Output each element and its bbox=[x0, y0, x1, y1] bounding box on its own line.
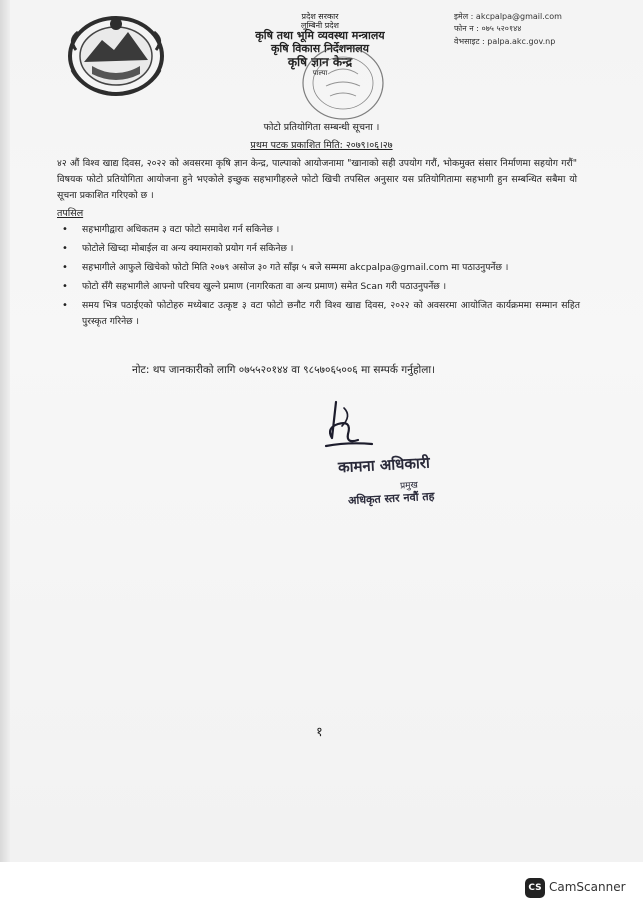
contact-email: इमेल : akcpalpa@gmail.com bbox=[454, 12, 562, 21]
signatory-role: प्रमुख bbox=[399, 480, 419, 492]
page-number: १ bbox=[316, 725, 323, 740]
list-item: • सहभागीद्वारा अधिकतम ३ वटा फोटो समावेश गर्न सकिनेछ । bbox=[60, 222, 580, 238]
contact-website: वेभसाइट : palpa.akc.gov.np bbox=[454, 36, 556, 46]
conditions-list bbox=[60, 222, 580, 333]
list-item: • फोटोले खिच्दा मोबाईल वा अन्य क्यामराको प्रयोग गर्न सकिनेछ । bbox=[60, 241, 580, 257]
signatory-name: कामना अधिकारी bbox=[337, 453, 431, 477]
notice-title: फोटो प्रतियोगिता सम्बन्धी सूचना । bbox=[263, 122, 380, 133]
contact-info bbox=[454, 11, 562, 48]
notice-publish-date: प्रथम पटक प्रकाशित मिति: २०७९।०६।२७ bbox=[250, 140, 393, 151]
list-item: • सहभागीले आफुले खिचेको फोटो मिति २०७९ असोज ३० गते साँझ ५ बजे सम्ममा akcpalpa@gmail.com मा पठाउनुपर्नेछ । bbox=[60, 260, 580, 276]
header-office: कृषि ज्ञान केन्द्र bbox=[287, 54, 353, 69]
nepal-emblem-logo bbox=[62, 10, 170, 98]
office-stamp bbox=[300, 44, 386, 122]
list-item: • समय भित्र पठाईएको फोटोहरु मध्येबाट उत्कृष्ट ३ वटा फोटो छनौट गरी विश्व खाद्य दिवस, २०२२ को अवसरमा आयोजित कार्यक्रममा सम्मान सहित पुरस्कृत गरिनेछ । bbox=[60, 298, 580, 330]
header-province-name: लुम्बिनी प्रदेश bbox=[301, 21, 339, 31]
notice-body: ४२ औं विश्व खाद्य दिवस, २०२२ को अवसरमा कृषि ज्ञान केन्द्र, पाल्पाको आयोजनामा "खानाको सही उपयोग गरौं, भोकमुक्त संसार निर्माणमा सहयोग गरौं" विषयक फोटो प्रतियोगिता आयोजना हुने भएकोले इच्छुक सहभागीहरुले फोटो खिची तपसिल अनुसार यस प्रतियोगितामा सहभागी हुन सम्बन्धित सबैमा यो सूचना प्रकाशित गरिएको छ । bbox=[57, 158, 577, 201]
header-ministry: कृषि तथा भूमि व्यवस्था मन्त्रालय bbox=[255, 29, 385, 43]
contact-note: नोट: थप जानकारीको लागि ०७५५२०१४४ वा ९८५७०६५००६ मा सम्पर्क गर्नुहोला। bbox=[132, 364, 436, 376]
header-location: पाल्पा bbox=[312, 69, 328, 78]
handwritten-signature bbox=[318, 398, 378, 453]
camscanner-logo-icon: CS bbox=[525, 878, 545, 898]
camscanner-label: CamScanner bbox=[549, 880, 626, 894]
signatory-rank: अधिकृत स्तर नवौं तह bbox=[347, 489, 435, 508]
header-directorate: कृषि विकास निर्देशनालय bbox=[270, 42, 370, 56]
header-province-govt: प्रदेश सरकार bbox=[301, 12, 339, 21]
list-heading: तपसिल bbox=[57, 208, 84, 219]
scanner-footer bbox=[0, 862, 643, 910]
contact-phone: फोन न : ०७५ ५२०१४४ bbox=[454, 24, 522, 34]
list-item: • फोटो सँगै सहभागीले आफ्नो परिचय खुल्ने प्रमाण (नागरिकता वा अन्य प्रमाण) समेत Scan गरी पठाउनुपर्नेछ । bbox=[60, 279, 580, 295]
